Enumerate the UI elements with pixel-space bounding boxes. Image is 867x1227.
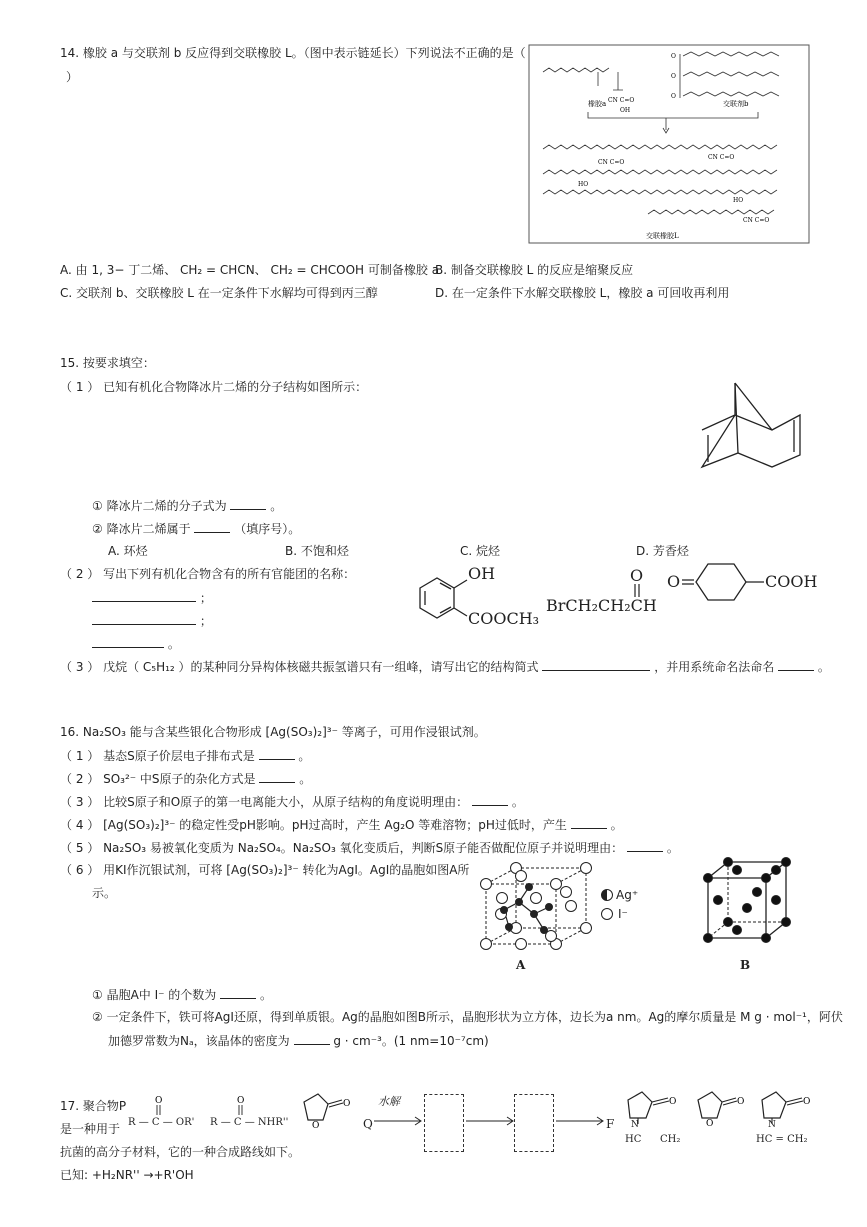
iodide-atom	[481, 879, 492, 890]
q15-part3-text: （ 3 ） 戊烷（ C₅H₁₂ ）的某种同分异构体核磁共振氢谱只有一组峰，请写出它的结构简式	[60, 660, 539, 674]
svg-text:O: O	[706, 1119, 714, 1128]
q15-part1-ii-tail: （填序号）。	[234, 522, 301, 536]
silver-ion-atom	[531, 911, 538, 918]
period: 。	[511, 795, 524, 809]
q16-sub2b	[108, 1032, 489, 1049]
svg-text:HO: HO	[578, 181, 589, 188]
fig-b-label: B	[740, 958, 751, 972]
q16-part3	[60, 793, 524, 810]
answer-blank[interactable]	[259, 770, 295, 783]
iodide-atom	[551, 879, 562, 890]
silver-atom	[772, 866, 781, 875]
q15-opt-a: A. 环烃	[108, 544, 148, 558]
fig-label-crosslinker-b: 交联剂b	[723, 100, 749, 108]
svg-text:O: O	[312, 1121, 320, 1130]
iodide-atom	[531, 893, 542, 904]
period: 。	[666, 841, 679, 855]
q17-line2: 是一种用于	[60, 1122, 121, 1136]
q16-sub1	[92, 986, 272, 1003]
silver-atom	[753, 888, 762, 897]
svg-text:O: O	[671, 73, 676, 80]
iodide-atom	[561, 887, 572, 898]
vinylpyrrolidone-ring	[752, 1088, 822, 1126]
legend-i: I⁻	[618, 907, 628, 921]
q17-line3: 抗菌的高分子材料，它的一种合成路线如下。	[60, 1145, 301, 1159]
silver-atom	[743, 904, 752, 913]
q15-part3	[60, 658, 830, 675]
answer-blank[interactable]	[92, 589, 196, 602]
intermediate-box-1	[424, 1094, 464, 1152]
legend-ag: Ag⁺	[616, 888, 639, 902]
q16-part1-text: （ 1 ） 基态S原子价层电子排布式是	[60, 749, 255, 763]
iodide-atom	[581, 863, 592, 874]
silver-atom	[782, 918, 791, 927]
q14-option-c: C. 交联剂 b、交联橡胶 L 在一定条件下水解均可得到丙三醇	[60, 286, 378, 300]
arrow-step-2	[464, 1116, 516, 1126]
silver-ion-atom	[506, 924, 513, 931]
crystal-cell-a-figure	[474, 862, 604, 952]
answer-blank[interactable]	[220, 986, 256, 999]
q15-part1-i-period: 。	[270, 499, 283, 513]
answer-blank[interactable]	[778, 658, 814, 671]
q16-part6b: 示。	[92, 886, 117, 900]
f-ch2: CH₂	[660, 1134, 681, 1145]
carbonyl-o	[154, 1094, 164, 1116]
silver-atom	[724, 858, 733, 867]
q16-sub2b-text: 加德罗常数为Nₐ，该晶体的密度为	[108, 1034, 290, 1048]
q14-option-d: D. 在一定条件下水解交联橡胶 L，橡胶 a 可回收再利用	[435, 286, 730, 300]
silver-atom	[772, 896, 781, 905]
silver-atom	[704, 934, 713, 943]
silver-atom	[704, 874, 713, 883]
svg-text:CN C=O: CN C=O	[598, 159, 625, 166]
svg-text:OH: OH	[620, 107, 631, 114]
svg-text:O: O	[671, 93, 676, 100]
arrow-hydrolysis	[372, 1116, 424, 1126]
q16-sub2b-unit: g · cm⁻³。(1 nm=10⁻⁷cm)	[333, 1034, 489, 1048]
q16-part2	[60, 770, 311, 787]
q16-part5-text: （ 5 ） Na₂SO₃ 易被氧化变质为 Na₂SO₄。Na₂SO₃ 氧化变质后，判断S原子能否做配位原子并说明理由：	[60, 841, 624, 855]
silver-ion-atom	[501, 907, 508, 914]
lactone-ring	[296, 1090, 356, 1130]
q16-sub2: ② 一定条件下，铁可将AgI还原，得到单质银。Ag的晶胞如图B所示，晶胞形状为立方体，边长为a nm。Ag的摩尔质量是 M g · mol⁻¹，阿伏	[92, 1010, 843, 1024]
answer-blank[interactable]	[230, 497, 266, 510]
separator: ；	[199, 591, 212, 605]
lactone-ring-2	[690, 1088, 750, 1128]
crystal-cell-b-figure	[698, 856, 798, 948]
norbornadiene-figure	[690, 375, 810, 475]
silver-atom	[762, 874, 771, 883]
iodide-atom	[581, 923, 592, 934]
chem-oh: OH	[468, 564, 496, 583]
q15-part1: （ 1 ） 已知有机化合物降冰片二烯的分子结构如图所示：	[60, 380, 368, 394]
svg-text:O: O	[737, 1097, 745, 1107]
vp-n: N	[768, 1120, 776, 1130]
svg-text:O: O	[237, 1096, 245, 1106]
f-hc: HC	[625, 1134, 642, 1145]
q15-part1-i	[92, 497, 282, 514]
q15-opt-b: B. 不饱和烃	[285, 544, 349, 558]
answer-blank[interactable]	[472, 793, 508, 806]
q14-stem-close: ）	[66, 70, 79, 84]
answer-blank[interactable]	[542, 658, 650, 671]
answer-blank[interactable]	[294, 1032, 330, 1045]
q14-stem	[60, 45, 526, 61]
cyclohexanone-ring	[680, 560, 770, 604]
iodide-atom	[516, 871, 527, 882]
svg-text:O: O	[803, 1097, 811, 1107]
q15-blank-row-3	[92, 635, 180, 652]
silver-ion-atom	[546, 904, 553, 911]
q16-part1	[60, 747, 310, 764]
q16-part2-text: （ 2 ） SO₃²⁻ 中S原子的杂化方式是	[60, 772, 256, 786]
period: 。	[298, 749, 311, 763]
silver-ion-atom	[516, 899, 523, 906]
intermediate-box-2	[514, 1094, 554, 1152]
q16-part6: （ 6 ） 用KI作沉银试剂，可将 [Ag(SO₃)₂]³⁻ 转化为AgI。AgI的晶胞如图A所	[60, 863, 470, 877]
iodide-atom	[497, 893, 508, 904]
fig-a-label: A	[516, 958, 526, 972]
q14-option-b: B. 制备交联橡胶 L 的反应是缩聚反应	[435, 263, 634, 277]
silver-ion-atom	[526, 884, 533, 891]
q15-part1-ii	[92, 520, 300, 537]
period: 。	[259, 988, 272, 1002]
vp-vinyl: HC = CH₂	[756, 1134, 808, 1145]
answer-blank[interactable]	[92, 635, 164, 648]
q15-part1-ii-text: ② 降冰片二烯属于	[92, 522, 191, 536]
silver-atom	[733, 866, 742, 875]
svg-text:HO: HO	[733, 197, 744, 204]
q16-part5	[60, 839, 679, 856]
q15-part2: （ 2 ） 写出下列有机化合物含有的所有官能团的名称：	[60, 567, 356, 581]
svg-text:O: O	[669, 1097, 677, 1107]
answer-blank[interactable]	[571, 816, 607, 829]
svg-text:O: O	[155, 1096, 163, 1106]
chem-aldehyde-o: O	[630, 566, 644, 585]
lactam-ring-f	[618, 1088, 688, 1126]
q16-title: 16. Na₂SO₃ 能与含某些银化合物形成 [Ag(SO₃)₂]³⁻ 等离子，可用作浸银试剂。	[60, 725, 486, 739]
separator: 。	[167, 637, 180, 651]
q17-line4: 已知: +H₂NR'' →+R'OH	[60, 1168, 194, 1182]
silver-atom	[733, 926, 742, 935]
compound-q: Q	[363, 1117, 373, 1131]
q17-line1: 17. 聚合物P	[60, 1099, 127, 1113]
silver-atom	[724, 918, 733, 927]
q15-opt-d: D. 芳香烃	[636, 544, 689, 558]
svg-text:O: O	[343, 1099, 351, 1109]
ag-ion-legend-icon	[600, 888, 614, 902]
chem-bromopropanal: BrCH₂CH₂CH	[546, 596, 657, 615]
iodide-atom	[516, 939, 527, 950]
q15-blank-row-1	[92, 589, 212, 606]
svg-text:O: O	[671, 53, 676, 60]
iodide-atom	[481, 939, 492, 950]
q14-rubber-figure	[528, 44, 810, 244]
ester-formula: R — C — OR'	[128, 1117, 195, 1128]
carbonyl-o	[236, 1094, 246, 1116]
iodide-atom	[566, 901, 577, 912]
iodide-ion-legend-icon	[600, 907, 614, 921]
q15-opt-c: C. 烷烃	[460, 544, 501, 558]
compound-f: F	[606, 1117, 615, 1131]
silver-ion-atom	[541, 927, 548, 934]
period: 。	[299, 772, 312, 786]
separator: ；	[199, 614, 212, 628]
fig-label-rubber-a: 橡胶a	[588, 100, 607, 108]
answer-blank[interactable]	[627, 839, 663, 852]
q15-blank-row-2	[92, 612, 212, 629]
q14-stem-text: 14. 橡胶 a 与交联剂 b 反应得到交联橡胶 L。（图中表示链延长）下列说法不正确的是（	[60, 46, 526, 60]
q15-part1-i-text: ① 降冰片二烯的分子式为	[92, 499, 227, 513]
chem-cooch3: COOCH₃	[468, 609, 540, 628]
svg-text:CN C=O: CN C=O	[608, 97, 635, 104]
answer-blank[interactable]	[194, 520, 230, 533]
chem-cooh: COOH	[765, 572, 818, 591]
silver-atom	[762, 934, 771, 943]
q16-part4	[60, 816, 623, 833]
period: 。	[610, 818, 623, 832]
amide-formula: R — C — NHR''	[210, 1117, 289, 1128]
q16-part3-text: （ 3 ） 比较S原子和O原子的第一电离能大小，从原子结构的角度说明理由：	[60, 795, 469, 809]
q15-part3-mid: ，并用系统命名法命名	[654, 660, 775, 674]
svg-text:CN C=O: CN C=O	[708, 154, 735, 161]
arrow-step-3	[554, 1116, 606, 1126]
answer-blank[interactable]	[92, 612, 196, 625]
q16-sub1-text: ① 晶胞A中 I⁻ 的个数为	[92, 988, 217, 1002]
svg-text:CN C=O: CN C=O	[743, 217, 770, 224]
silver-atom	[714, 896, 723, 905]
q14-option-a: A. 由 1, 3− 丁二烯、 CH₂ = CHCN、 CH₂ = CHCOOH 可制备橡胶 a	[60, 263, 440, 277]
q16-part4-text: （ 4 ） [Ag(SO₃)₂]³⁻ 的稳定性受pH影响。pH过高时，产生 Ag₂O 等难溶物；pH过低时，产生	[60, 818, 567, 832]
chem-keto-o: O	[667, 572, 681, 591]
q15-title: 15. 按要求填空：	[60, 356, 155, 370]
answer-blank[interactable]	[259, 747, 295, 760]
f-n: N	[631, 1120, 639, 1130]
q15-part3-end: 。	[817, 660, 830, 674]
fig-label-crosslinked-L: 交联橡胶L	[646, 232, 679, 240]
hydrolysis-label: 水解	[378, 1095, 400, 1108]
silver-atom	[782, 858, 791, 867]
